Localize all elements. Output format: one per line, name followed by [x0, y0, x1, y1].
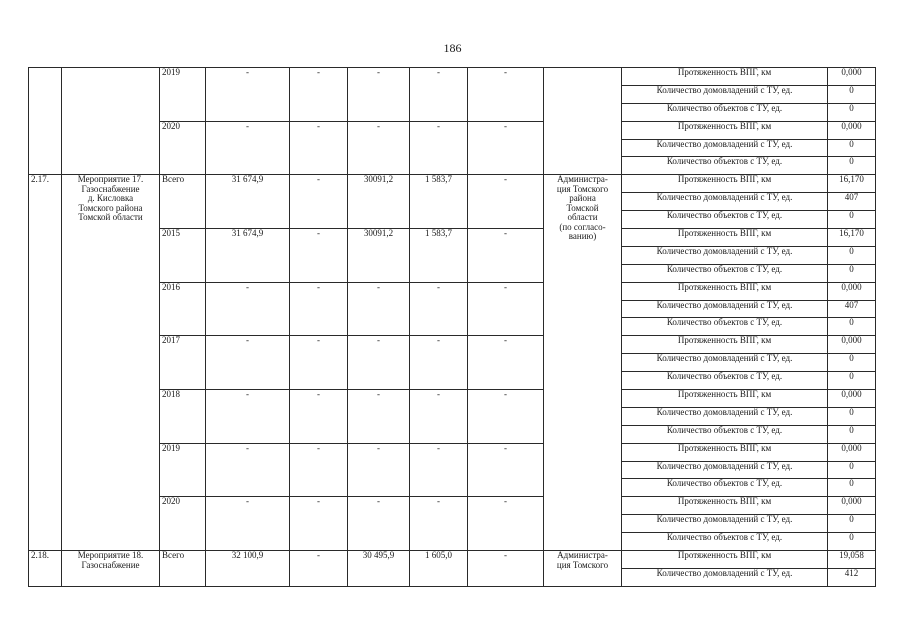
federal-cell: -: [290, 282, 348, 336]
federal-cell: -: [290, 229, 348, 283]
indicator-name: Количество домовладений с ТУ, ед.: [622, 300, 828, 318]
indicator-value: 0: [828, 85, 876, 103]
federal-cell: -: [290, 175, 348, 229]
executor-cell: Администра- ция Томского района Томской области (по согласо- ванию): [544, 175, 622, 551]
indicator-value: 0: [828, 479, 876, 497]
total-cell: 31 674,9: [206, 175, 290, 229]
other-cell: -: [468, 282, 544, 336]
indicator-name: Количество объектов с ТУ, ед.: [622, 264, 828, 282]
indicator-value: 407: [828, 300, 876, 318]
year-cell: Всего: [160, 551, 206, 587]
indicator-value: 0: [828, 407, 876, 425]
federal-cell: -: [290, 121, 348, 175]
other-cell: -: [468, 68, 544, 122]
federal-cell: -: [290, 336, 348, 390]
indicator-value: 0,000: [828, 497, 876, 515]
regional-cell: -: [348, 497, 410, 551]
total-cell: -: [206, 121, 290, 175]
table-row: [29, 175, 876, 193]
regional-cell: -: [348, 443, 410, 497]
year-cell: 2015: [160, 229, 206, 283]
indicator-name: Количество домовладений с ТУ, ед.: [622, 461, 828, 479]
year-cell: 2019: [160, 443, 206, 497]
indicator-name: Количество домовладений с ТУ, ед.: [622, 354, 828, 372]
local-cell: -: [410, 497, 468, 551]
indicator-name: Протяженность ВПГ, км: [622, 551, 828, 569]
indicator-name: Протяженность ВПГ, км: [622, 443, 828, 461]
indicator-value: 19,058: [828, 551, 876, 569]
indicator-value: 0,000: [828, 443, 876, 461]
local-cell: -: [410, 121, 468, 175]
total-cell: -: [206, 443, 290, 497]
program-table: [28, 67, 876, 587]
row-number-cell: 2.18.: [29, 551, 62, 587]
local-cell: 1 583,7: [410, 229, 468, 283]
indicator-value: 407: [828, 193, 876, 211]
other-cell: -: [468, 390, 544, 444]
local-cell: -: [410, 390, 468, 444]
year-cell: 2020: [160, 121, 206, 175]
indicator-value: 0,000: [828, 390, 876, 408]
indicator-name: Протяженность ВПГ, км: [622, 497, 828, 515]
indicator-name: Протяженность ВПГ, км: [622, 336, 828, 354]
indicator-name: Количество домовладений с ТУ, ед.: [622, 246, 828, 264]
indicator-value: 0: [828, 103, 876, 121]
local-cell: -: [410, 68, 468, 122]
indicator-name: Количество домовладений с ТУ, ед.: [622, 568, 828, 586]
indicator-name: Протяженность ВПГ, км: [622, 121, 828, 139]
regional-cell: -: [348, 121, 410, 175]
indicator-value: 0,000: [828, 121, 876, 139]
row-number-cell: [29, 68, 62, 175]
year-cell: 2020: [160, 497, 206, 551]
event-name-cell: [62, 68, 160, 175]
other-cell: -: [468, 497, 544, 551]
regional-cell: -: [348, 390, 410, 444]
regional-cell: -: [348, 336, 410, 390]
other-cell: -: [468, 229, 544, 283]
total-cell: -: [206, 390, 290, 444]
indicator-name: Количество домовладений с ТУ, ед.: [622, 407, 828, 425]
total-cell: -: [206, 336, 290, 390]
other-cell: -: [468, 175, 544, 229]
other-cell: -: [468, 336, 544, 390]
indicator-name: Количество домовладений с ТУ, ед.: [622, 193, 828, 211]
indicator-name: Количество объектов с ТУ, ед.: [622, 103, 828, 121]
other-cell: -: [468, 121, 544, 175]
indicator-name: Количество объектов с ТУ, ед.: [622, 157, 828, 175]
indicator-value: 0: [828, 318, 876, 336]
indicator-value: 0: [828, 461, 876, 479]
indicator-value: 0,000: [828, 68, 876, 86]
year-cell: 2016: [160, 282, 206, 336]
federal-cell: -: [290, 497, 348, 551]
page-number: 186: [443, 41, 462, 55]
executor-cell: Администра- ция Томского: [544, 551, 622, 587]
row-number-cell: 2.17.: [29, 175, 62, 551]
indicator-name: Протяженность ВПГ, км: [622, 390, 828, 408]
regional-cell: 30 495,9: [348, 551, 410, 587]
indicator-name: Количество объектов с ТУ, ед.: [622, 211, 828, 229]
indicator-name: Количество объектов с ТУ, ед.: [622, 425, 828, 443]
local-cell: 1 583,7: [410, 175, 468, 229]
federal-cell: -: [290, 68, 348, 122]
indicator-name: Количество объектов с ТУ, ед.: [622, 372, 828, 390]
indicator-name: Протяженность ВПГ, км: [622, 68, 828, 86]
regional-cell: -: [348, 282, 410, 336]
year-cell: 2017: [160, 336, 206, 390]
executor-cell: [544, 68, 622, 175]
indicator-value: 0: [828, 533, 876, 551]
local-cell: -: [410, 443, 468, 497]
indicator-value: 0: [828, 139, 876, 157]
federal-cell: -: [290, 443, 348, 497]
year-cell: Всего: [160, 175, 206, 229]
indicator-value: 0: [828, 157, 876, 175]
indicator-name: Количество объектов с ТУ, ед.: [622, 533, 828, 551]
event-name-cell: Мероприятие 18. Газоснабжение: [62, 551, 160, 587]
indicator-value: 0: [828, 354, 876, 372]
regional-cell: 30091,2: [348, 229, 410, 283]
indicator-value: 0: [828, 246, 876, 264]
federal-cell: -: [290, 551, 348, 587]
total-cell: -: [206, 68, 290, 122]
indicator-name: Количество объектов с ТУ, ед.: [622, 318, 828, 336]
total-cell: 31 674,9: [206, 229, 290, 283]
indicator-name: Протяженность ВПГ, км: [622, 229, 828, 247]
indicator-name: Количество домовладений с ТУ, ед.: [622, 85, 828, 103]
table-row: [29, 68, 876, 86]
indicator-value: 0,000: [828, 336, 876, 354]
total-cell: -: [206, 497, 290, 551]
local-cell: 1 605,0: [410, 551, 468, 587]
total-cell: 32 100,9: [206, 551, 290, 587]
indicator-value: 0: [828, 372, 876, 390]
indicator-value: 0: [828, 425, 876, 443]
indicator-value: 0: [828, 264, 876, 282]
indicator-name: Протяженность ВПГ, км: [622, 282, 828, 300]
year-cell: 2019: [160, 68, 206, 122]
total-cell: -: [206, 282, 290, 336]
indicator-value: 0: [828, 211, 876, 229]
local-cell: -: [410, 336, 468, 390]
table-row: [29, 551, 876, 569]
event-name-cell: Мероприятие 17. Газоснабжение д. Кисловка Томского района Томской области: [62, 175, 160, 551]
indicator-name: Количество домовладений с ТУ, ед.: [622, 515, 828, 533]
indicator-name: Количество объектов с ТУ, ед.: [622, 479, 828, 497]
federal-cell: -: [290, 390, 348, 444]
other-cell: -: [468, 551, 544, 587]
year-cell: 2018: [160, 390, 206, 444]
local-cell: -: [410, 282, 468, 336]
indicator-value: 0: [828, 515, 876, 533]
regional-cell: 30091,2: [348, 175, 410, 229]
indicator-value: 16,170: [828, 175, 876, 193]
indicator-name: Протяженность ВПГ, км: [622, 175, 828, 193]
indicator-value: 16,170: [828, 229, 876, 247]
indicator-value: 412: [828, 568, 876, 586]
other-cell: -: [468, 443, 544, 497]
table-body: [29, 68, 876, 587]
indicator-name: Количество домовладений с ТУ, ед.: [622, 139, 828, 157]
indicator-value: 0,000: [828, 282, 876, 300]
regional-cell: -: [348, 68, 410, 122]
